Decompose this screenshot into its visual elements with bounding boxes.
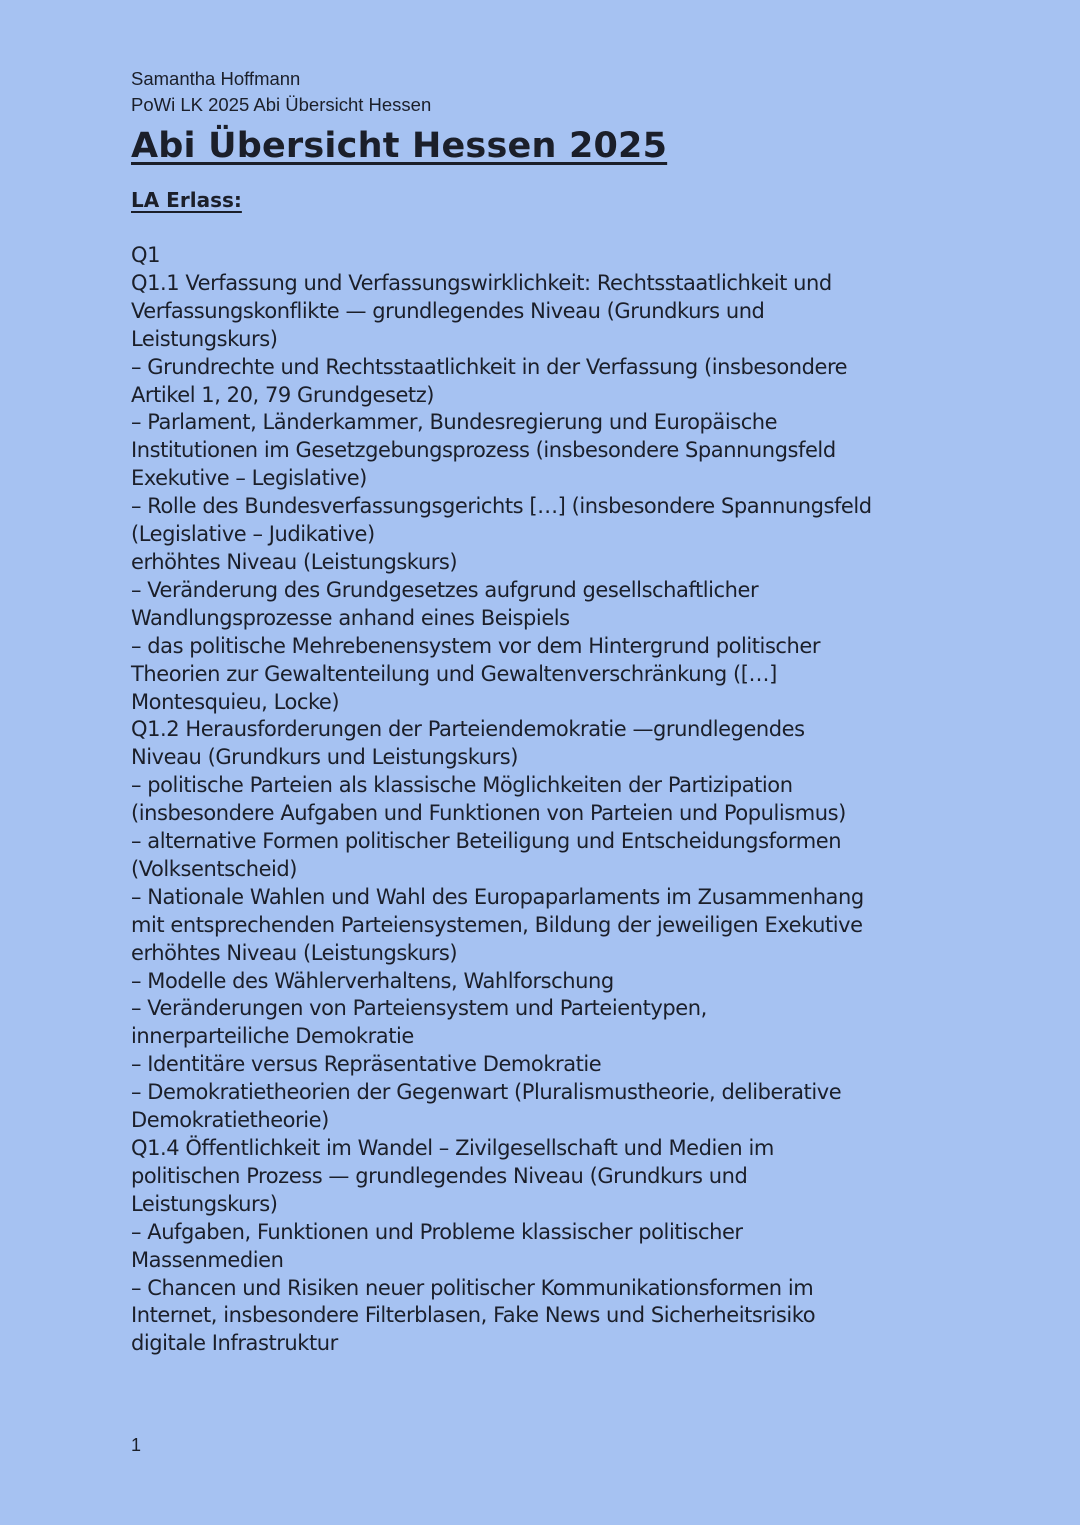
document-page — [131, 66, 991, 1358]
text-line: – politische Parteien als klassische Möglichkeiten der Partizipation — [131, 773, 793, 798]
document-body — [131, 242, 991, 1358]
text-line: – Veränderungen von Parteiensystem und Parteientypen, — [131, 996, 707, 1021]
page-title: Abi Übersicht Hessen 2025 — [131, 126, 668, 166]
text-line: Massenmedien — [131, 1247, 284, 1272]
text-line: Leistungskurs) — [131, 326, 278, 351]
text-line: innerparteiliche Demokratie — [131, 1024, 414, 1049]
text-line: digitale Infrastruktur — [131, 1331, 338, 1356]
text-line: Niveau (Grundkurs und Leistungskurs) — [131, 745, 519, 770]
text-line: Montesquieu, Locke) — [131, 689, 340, 714]
text-line: – Rolle des Bundesverfassungsgerichts […] (insbesondere Spannungsfeld — [131, 494, 872, 519]
text-line: Q1.2 Herausforderungen der Parteiendemokratie —grundlegendes — [131, 717, 805, 742]
text-line: – Veränderung des Grundgesetzes aufgrund gesellschaftlicher — [131, 577, 759, 602]
document-subtitle: PoWi LK 2025 Abi Übersicht Hessen — [131, 94, 432, 115]
text-line: mit entsprechenden Parteiensystemen, Bildung der jeweiligen Exekutive — [131, 912, 863, 937]
text-line: – Grundrechte und Rechtsstaatlichkeit in der Verfassung (insbesondere — [131, 354, 848, 379]
text-line: erhöhtes Niveau (Leistungskurs) — [131, 549, 458, 574]
text-line: – alternative Formen politischer Beteiligung und Entscheidungsformen — [131, 829, 842, 854]
text-line: Verfassungskonflikte — grundlegendes Niveau (Grundkurs und — [131, 298, 765, 323]
text-line: Leistungskurs) — [131, 1191, 278, 1216]
text-line: Q1.4 Öffentlichkeit im Wandel – Zivilgesellschaft und Medien im — [131, 1136, 774, 1160]
text-line: erhöhtes Niveau (Leistungskurs) — [131, 940, 458, 965]
text-line: – Nationale Wahlen und Wahl des Europaparlaments im Zusammenhang — [131, 884, 864, 909]
text-line: politischen Prozess — grundlegendes Niveau (Grundkurs und — [131, 1163, 748, 1188]
text-line: Q1.1 Verfassung und Verfassungswirklichkeit: Rechtsstaatlichkeit und — [131, 270, 832, 295]
section-heading: LA Erlass: — [131, 188, 242, 212]
text-line: (insbesondere Aufgaben und Funktionen von Parteien und Populismus) — [131, 801, 846, 826]
text-line: – Demokratietheorien der Gegenwart (Pluralismustheorie, deliberative — [131, 1080, 842, 1105]
text-line: (Legislative – Judikative) — [131, 522, 375, 547]
text-line: Internet, insbesondere Filterblasen, Fake News und Sicherheitsrisiko — [131, 1303, 816, 1328]
text-line: – Aufgaben, Funktionen und Probleme klassischer politischer — [131, 1219, 743, 1244]
text-line: Theorien zur Gewaltenteilung und Gewaltenverschränkung ([…] — [131, 661, 777, 686]
text-line: Institutionen im Gesetzgebungsprozess (insbesondere Spannungsfeld — [131, 438, 836, 463]
text-line: Wandlungsprozesse anhand eines Beispiels — [131, 605, 570, 630]
text-line: – Modelle des Wählerverhaltens, Wahlforschung — [131, 968, 614, 993]
text-line: Exekutive – Legislative) — [131, 466, 367, 491]
text-line: – Parlament, Länderkammer, Bundesregierung und Europäische — [131, 410, 778, 435]
text-line: Artikel 1, 20, 79 Grundgesetz) — [131, 382, 435, 407]
text-line: (Volksentscheid) — [131, 856, 298, 881]
text-line: – Chancen und Risiken neuer politischer Kommunikationsformen im — [131, 1275, 814, 1300]
text-line: Demokratietheorie) — [131, 1108, 329, 1133]
author-name: Samantha Hoffmann — [131, 68, 301, 89]
text-line: – das politische Mehrebenensystem vor dem Hintergrund politischer — [131, 633, 821, 658]
text-line: – Identitäre versus Repräsentative Demokratie — [131, 1052, 602, 1077]
page-number: 1 — [131, 1435, 142, 1455]
text-line: Q1 — [131, 243, 160, 267]
